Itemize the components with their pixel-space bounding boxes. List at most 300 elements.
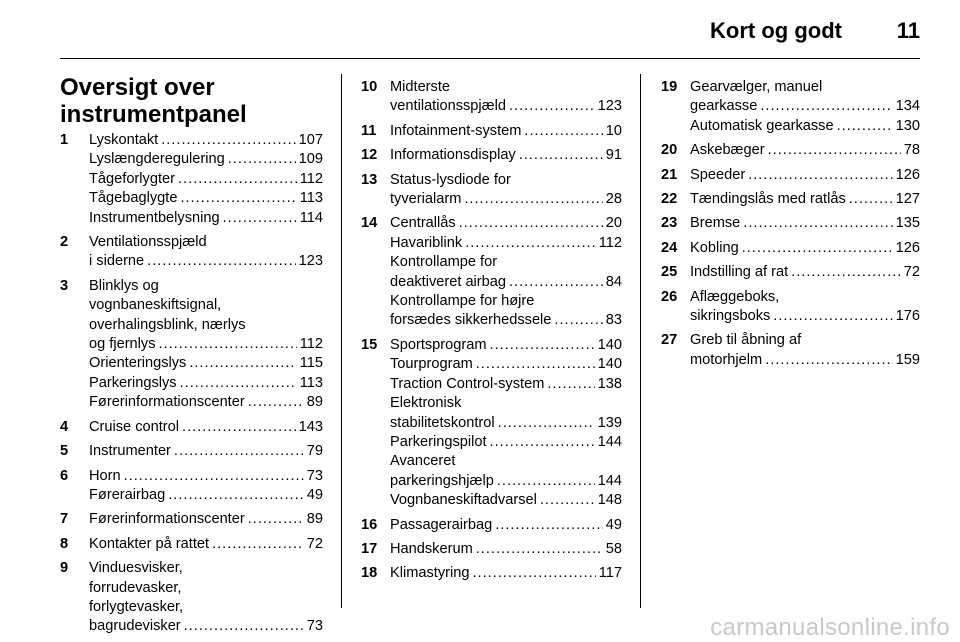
page-reference: 73 bbox=[306, 618, 323, 635]
index-entry bbox=[361, 564, 622, 583]
dot-leader bbox=[509, 97, 595, 116]
page-reference: 79 bbox=[306, 443, 323, 460]
entry-line bbox=[390, 97, 622, 116]
entry-number: 5 bbox=[60, 443, 69, 460]
entry-line bbox=[390, 452, 622, 471]
dot-leader bbox=[849, 190, 893, 209]
entry-line bbox=[390, 234, 622, 253]
page-reference: 78 bbox=[903, 142, 920, 159]
entry-text: Parkeringslys bbox=[89, 374, 177, 391]
page-reference: 143 bbox=[298, 418, 323, 435]
entry-text: Gearvælger, manuel bbox=[690, 79, 823, 95]
entry-list bbox=[361, 78, 622, 584]
page-reference: 49 bbox=[306, 486, 323, 503]
entry-line bbox=[690, 97, 920, 116]
entry-body bbox=[390, 540, 622, 559]
entry-body bbox=[690, 141, 920, 160]
entry-body bbox=[390, 336, 622, 511]
entry-line bbox=[390, 516, 622, 535]
entry-line bbox=[89, 233, 323, 252]
index-entry bbox=[361, 146, 622, 165]
entry-number: 18 bbox=[361, 565, 378, 582]
entry-line bbox=[89, 335, 323, 354]
entry-text: Aflæggeboks, bbox=[690, 288, 780, 305]
entry-line bbox=[690, 351, 920, 370]
entry-body bbox=[690, 78, 920, 136]
index-entry bbox=[661, 288, 920, 327]
entry-body bbox=[390, 78, 622, 117]
entry-text: Askebæger bbox=[690, 142, 765, 159]
entry-number: 13 bbox=[361, 171, 378, 188]
entry-text: deaktiveret airbag bbox=[390, 273, 507, 290]
dot-leader bbox=[184, 617, 304, 636]
dot-leader bbox=[161, 131, 295, 150]
entry-line bbox=[390, 336, 622, 355]
page-reference: 91 bbox=[605, 147, 622, 164]
entry-number: 6 bbox=[60, 467, 69, 484]
dot-leader bbox=[189, 354, 296, 373]
entry-text: Blinklys og bbox=[89, 277, 159, 294]
dot-leader bbox=[524, 122, 602, 141]
entry-body bbox=[390, 171, 622, 210]
index-entry bbox=[60, 510, 323, 529]
entry-line bbox=[89, 374, 323, 393]
page-reference: 127 bbox=[895, 191, 920, 208]
page-reference: 144 bbox=[597, 472, 622, 489]
entry-list bbox=[60, 131, 323, 637]
entry-body bbox=[690, 331, 920, 370]
entry-text: Cruise control bbox=[89, 418, 180, 435]
entry-text: ventilationsspjæld bbox=[390, 98, 507, 115]
entry-text: Tågeforlygter bbox=[89, 170, 175, 187]
entry-line bbox=[390, 190, 622, 209]
entry-line bbox=[690, 288, 920, 307]
entry-number: 20 bbox=[661, 142, 678, 159]
entry-number: 25 bbox=[661, 264, 678, 281]
index-entry bbox=[361, 171, 622, 210]
dot-leader bbox=[174, 442, 304, 461]
entry-line bbox=[89, 579, 323, 598]
dot-leader bbox=[509, 273, 603, 292]
entry-text: forrudevasker, bbox=[89, 579, 182, 596]
dot-leader bbox=[497, 472, 595, 491]
entry-text: Kobling bbox=[690, 239, 739, 256]
entry-line bbox=[89, 559, 323, 578]
entry-line bbox=[390, 78, 622, 97]
index-entry bbox=[661, 190, 920, 209]
entry-text: og fjernlys bbox=[89, 336, 156, 353]
entry-line bbox=[390, 564, 622, 583]
entry-body bbox=[690, 166, 920, 185]
page-reference: 20 bbox=[605, 215, 622, 232]
entry-text: stabilitetskontrol bbox=[390, 414, 495, 431]
entry-line bbox=[390, 472, 622, 491]
index-entry bbox=[60, 277, 323, 413]
entry-number: 27 bbox=[661, 332, 678, 349]
entry-text: Havariblink bbox=[390, 234, 463, 251]
entry-line bbox=[89, 393, 323, 412]
page-reference: 139 bbox=[597, 414, 622, 431]
dot-leader bbox=[180, 189, 296, 208]
entry-number: 17 bbox=[361, 540, 378, 557]
entry-body bbox=[390, 564, 622, 583]
entry-line bbox=[390, 253, 622, 272]
entry-body bbox=[89, 233, 323, 272]
entry-line bbox=[89, 617, 323, 636]
entry-text: Informationsdisplay bbox=[390, 147, 516, 164]
page-reference: 112 bbox=[598, 234, 622, 251]
entry-text: sikringsboks bbox=[690, 308, 771, 325]
dot-leader bbox=[748, 166, 892, 185]
page-reference: 10 bbox=[605, 122, 622, 139]
dot-leader bbox=[837, 117, 893, 136]
entry-line bbox=[690, 331, 920, 350]
entry-text: Vognbaneskiftadvarsel bbox=[390, 492, 537, 509]
entry-body bbox=[390, 122, 622, 141]
index-entry bbox=[60, 233, 323, 272]
index-entry bbox=[361, 540, 622, 559]
entry-number: 24 bbox=[661, 239, 678, 256]
entry-text: Elektronisk bbox=[390, 395, 462, 412]
index-entry bbox=[361, 336, 622, 511]
page-reference: 123 bbox=[597, 98, 622, 115]
entry-body bbox=[89, 418, 323, 437]
entry-line bbox=[89, 131, 323, 150]
entry-line bbox=[390, 540, 622, 559]
entry-body bbox=[89, 277, 323, 413]
entry-text: forsædes sikkerhedssele bbox=[390, 312, 552, 329]
column-divider bbox=[341, 74, 342, 608]
page-reference: 109 bbox=[298, 151, 323, 168]
page-reference: 130 bbox=[895, 117, 920, 134]
entry-body bbox=[690, 190, 920, 209]
entry-number: 26 bbox=[661, 288, 678, 305]
entry-text: Instrumenter bbox=[89, 443, 171, 460]
page-reference: 28 bbox=[605, 191, 622, 208]
dot-leader bbox=[554, 311, 602, 330]
index-entry bbox=[361, 122, 622, 141]
entry-line bbox=[89, 418, 323, 437]
page-header bbox=[0, 0, 960, 58]
header-divider bbox=[60, 58, 920, 59]
entry-number: 22 bbox=[661, 191, 678, 208]
entry-text: bagrudevisker bbox=[89, 618, 181, 635]
entry-number: 11 bbox=[361, 122, 377, 139]
entry-line bbox=[89, 598, 323, 617]
entry-line bbox=[89, 150, 323, 169]
entry-number: 21 bbox=[661, 166, 678, 183]
entry-line bbox=[690, 263, 920, 282]
index-entry bbox=[661, 141, 920, 160]
entry-line bbox=[89, 486, 323, 505]
entry-text: Kontrollampe for bbox=[390, 254, 498, 271]
page-reference: 72 bbox=[306, 535, 323, 552]
entry-text: Lyskontakt bbox=[89, 132, 159, 148]
dot-leader bbox=[459, 214, 603, 233]
entry-text: Speeder bbox=[690, 166, 746, 183]
page-reference: 113 bbox=[299, 190, 323, 207]
entry-line bbox=[690, 117, 920, 136]
entry-line bbox=[89, 535, 323, 554]
column-2 bbox=[361, 78, 622, 589]
entry-text: Centrallås bbox=[390, 215, 456, 232]
entry-body bbox=[690, 288, 920, 327]
entry-text: Indstilling af rat bbox=[690, 264, 789, 281]
entry-text: Traction Control-system bbox=[390, 375, 545, 392]
dot-leader bbox=[178, 170, 297, 189]
entry-text: Førerinformationscenter bbox=[89, 511, 245, 528]
page-reference: 58 bbox=[605, 540, 622, 557]
entry-line bbox=[690, 166, 920, 185]
dot-leader bbox=[742, 239, 893, 258]
entry-text: Passagerairbag bbox=[390, 516, 493, 533]
page-reference: 148 bbox=[597, 492, 622, 509]
entry-body bbox=[690, 239, 920, 258]
index-entry bbox=[60, 131, 323, 228]
entry-number: 9 bbox=[60, 560, 69, 577]
entry-line bbox=[390, 355, 622, 374]
page-reference: 140 bbox=[597, 336, 622, 353]
entry-line bbox=[89, 296, 323, 315]
entry-line bbox=[89, 252, 323, 271]
dot-leader bbox=[465, 234, 596, 253]
entry-line bbox=[89, 510, 323, 529]
entry-line bbox=[89, 354, 323, 373]
entry-body bbox=[89, 131, 323, 228]
entry-text: i siderne bbox=[89, 253, 145, 270]
page-reference: 115 bbox=[299, 355, 323, 372]
section-title bbox=[60, 74, 323, 128]
entry-number: 1 bbox=[60, 132, 69, 148]
dot-leader bbox=[476, 355, 595, 374]
column-divider bbox=[640, 74, 641, 608]
page-reference: 135 bbox=[895, 215, 920, 232]
page-reference: 114 bbox=[299, 209, 323, 226]
entry-text: Førerairbag bbox=[89, 486, 166, 503]
dot-leader bbox=[519, 146, 603, 165]
entry-line bbox=[390, 394, 622, 413]
dot-leader bbox=[228, 150, 296, 169]
entry-body bbox=[390, 214, 622, 330]
page-reference: 113 bbox=[299, 374, 323, 391]
page-reference: 140 bbox=[597, 356, 622, 373]
entry-text: Sportsprogram bbox=[390, 336, 487, 353]
index-entry bbox=[661, 214, 920, 233]
entry-body bbox=[89, 559, 323, 637]
index-entry bbox=[661, 78, 920, 136]
dot-leader bbox=[464, 190, 602, 209]
entry-text: Bremse bbox=[690, 215, 741, 232]
index-entry bbox=[60, 467, 323, 506]
entry-text: Handskerum bbox=[390, 540, 473, 557]
entry-line bbox=[89, 209, 323, 228]
entry-text: Tourprogram bbox=[390, 356, 473, 373]
page-number: 11 bbox=[896, 18, 920, 43]
entry-number: 4 bbox=[60, 418, 69, 435]
column-1 bbox=[60, 74, 323, 642]
section-title-line: Oversigt over bbox=[60, 74, 215, 101]
index-entry bbox=[661, 239, 920, 258]
dot-leader bbox=[540, 491, 595, 510]
dot-leader bbox=[765, 351, 892, 370]
dot-leader bbox=[180, 374, 297, 393]
entry-text: parkeringshjælp bbox=[390, 472, 494, 489]
entry-number: 14 bbox=[361, 215, 378, 232]
dot-leader bbox=[476, 540, 603, 559]
entry-text: Kontakter på rattet bbox=[89, 535, 210, 552]
entry-text: Greb til åbning af bbox=[690, 332, 802, 349]
entry-text: Automatisk gearkasse bbox=[690, 117, 834, 134]
entry-body bbox=[89, 467, 323, 506]
index-entry bbox=[60, 418, 323, 437]
dot-leader bbox=[547, 375, 594, 394]
entry-line bbox=[390, 214, 622, 233]
entry-number: 16 bbox=[361, 516, 378, 533]
column-3 bbox=[661, 78, 920, 375]
page-reference: 138 bbox=[597, 375, 622, 392]
entry-number: 3 bbox=[60, 277, 69, 294]
dot-leader bbox=[159, 335, 297, 354]
entry-line bbox=[690, 239, 920, 258]
page-reference: 126 bbox=[895, 239, 920, 256]
page-reference: 176 bbox=[895, 308, 920, 325]
page-reference: 126 bbox=[895, 166, 920, 183]
page-reference: 107 bbox=[298, 132, 323, 148]
page-reference: 73 bbox=[306, 467, 323, 484]
entry-text: Midterste bbox=[390, 79, 451, 95]
page-reference: 84 bbox=[605, 273, 622, 290]
entry-body bbox=[690, 214, 920, 233]
entry-body bbox=[89, 535, 323, 554]
entry-line bbox=[89, 277, 323, 296]
entry-number: 12 bbox=[361, 147, 378, 164]
entry-text: Horn bbox=[89, 467, 121, 484]
entry-text: Tågebaglygte bbox=[89, 190, 178, 207]
index-entry bbox=[60, 442, 323, 461]
page-reference: 112 bbox=[299, 170, 323, 187]
dot-leader bbox=[472, 564, 595, 583]
entry-body bbox=[690, 263, 920, 282]
entry-text: forlygtevasker, bbox=[89, 598, 184, 615]
dot-leader bbox=[495, 516, 603, 535]
index-entry bbox=[661, 331, 920, 370]
entry-text: Parkeringspilot bbox=[390, 433, 487, 450]
entry-text: Instrumentbelysning bbox=[89, 209, 220, 226]
header-title: Kort og godt bbox=[710, 18, 842, 43]
entry-line bbox=[89, 316, 323, 335]
entry-text: gearkasse bbox=[690, 98, 758, 115]
entry-line bbox=[89, 170, 323, 189]
entry-line bbox=[390, 375, 622, 394]
entry-line bbox=[89, 189, 323, 208]
entry-text: Førerinformationscenter bbox=[89, 394, 245, 411]
dot-leader bbox=[743, 214, 892, 233]
entry-line bbox=[390, 414, 622, 433]
page-reference: 49 bbox=[605, 516, 622, 533]
entry-text: tyverialarm bbox=[390, 191, 462, 208]
entry-text: Ventilationsspjæld bbox=[89, 234, 207, 251]
entry-text: Orienteringslys bbox=[89, 355, 187, 372]
entry-body bbox=[89, 442, 323, 461]
entry-text: Tændingslås med ratlås bbox=[690, 191, 846, 208]
entry-list bbox=[661, 78, 920, 370]
dot-leader bbox=[773, 307, 892, 326]
entry-text: Status-lysdiode for bbox=[390, 171, 511, 188]
entry-text: Kontrollampe for højre bbox=[390, 293, 535, 310]
entry-text: Vinduesvisker, bbox=[89, 560, 183, 577]
dot-leader bbox=[223, 209, 297, 228]
entry-number: 23 bbox=[661, 215, 678, 232]
index-entry bbox=[60, 535, 323, 554]
entry-body bbox=[390, 516, 622, 535]
index-entry bbox=[60, 559, 323, 637]
entry-line bbox=[390, 146, 622, 165]
watermark: carmanualsonline.info bbox=[710, 614, 950, 641]
page-reference: 89 bbox=[306, 511, 323, 528]
page-reference: 89 bbox=[306, 394, 323, 411]
entry-number: 10 bbox=[361, 79, 378, 95]
section-title-line: instrumentpanel bbox=[60, 101, 247, 128]
entry-line bbox=[390, 171, 622, 190]
entry-number: 7 bbox=[60, 511, 69, 528]
entry-line bbox=[390, 292, 622, 311]
index-entry bbox=[661, 166, 920, 185]
entry-line bbox=[390, 273, 622, 292]
index-entry bbox=[661, 263, 920, 282]
page-reference: 83 bbox=[605, 312, 622, 329]
entry-line bbox=[690, 307, 920, 326]
entry-line bbox=[390, 433, 622, 452]
entry-line bbox=[690, 141, 920, 160]
page-reference: 159 bbox=[895, 351, 920, 368]
entry-text: motorhjelm bbox=[690, 351, 763, 368]
page-reference: 112 bbox=[299, 336, 323, 353]
dot-leader bbox=[212, 535, 304, 554]
page-reference: 117 bbox=[598, 565, 622, 582]
page-reference: 72 bbox=[903, 264, 920, 281]
index-entry bbox=[361, 214, 622, 330]
dot-leader bbox=[182, 418, 296, 437]
dot-leader bbox=[124, 467, 304, 486]
entry-line bbox=[690, 190, 920, 209]
dot-leader bbox=[490, 336, 595, 355]
entry-number: 19 bbox=[661, 79, 678, 95]
entry-number: 2 bbox=[60, 234, 69, 251]
dot-leader bbox=[490, 433, 595, 452]
entry-text: Infotainment-system bbox=[390, 122, 522, 139]
entry-line bbox=[390, 122, 622, 141]
entry-line bbox=[89, 442, 323, 461]
entry-line bbox=[690, 214, 920, 233]
dot-leader bbox=[248, 510, 304, 529]
entry-number: 15 bbox=[361, 336, 378, 353]
entry-text: vognbaneskiftsignal, bbox=[89, 297, 222, 314]
dot-leader bbox=[168, 486, 304, 505]
page-reference: 123 bbox=[298, 253, 323, 270]
entry-text: overhalingsblink, nærlys bbox=[89, 316, 246, 333]
dot-leader bbox=[768, 141, 901, 160]
dot-leader bbox=[498, 414, 595, 433]
dot-leader bbox=[147, 252, 295, 271]
entry-text: Lyslængderegulering bbox=[89, 151, 225, 168]
dot-leader bbox=[760, 97, 892, 116]
entry-text: Klimastyring bbox=[390, 565, 470, 582]
entry-body bbox=[89, 510, 323, 529]
page-reference: 134 bbox=[895, 98, 920, 115]
entry-line bbox=[690, 78, 920, 97]
dot-leader bbox=[248, 393, 304, 412]
entry-number: 8 bbox=[60, 535, 69, 552]
